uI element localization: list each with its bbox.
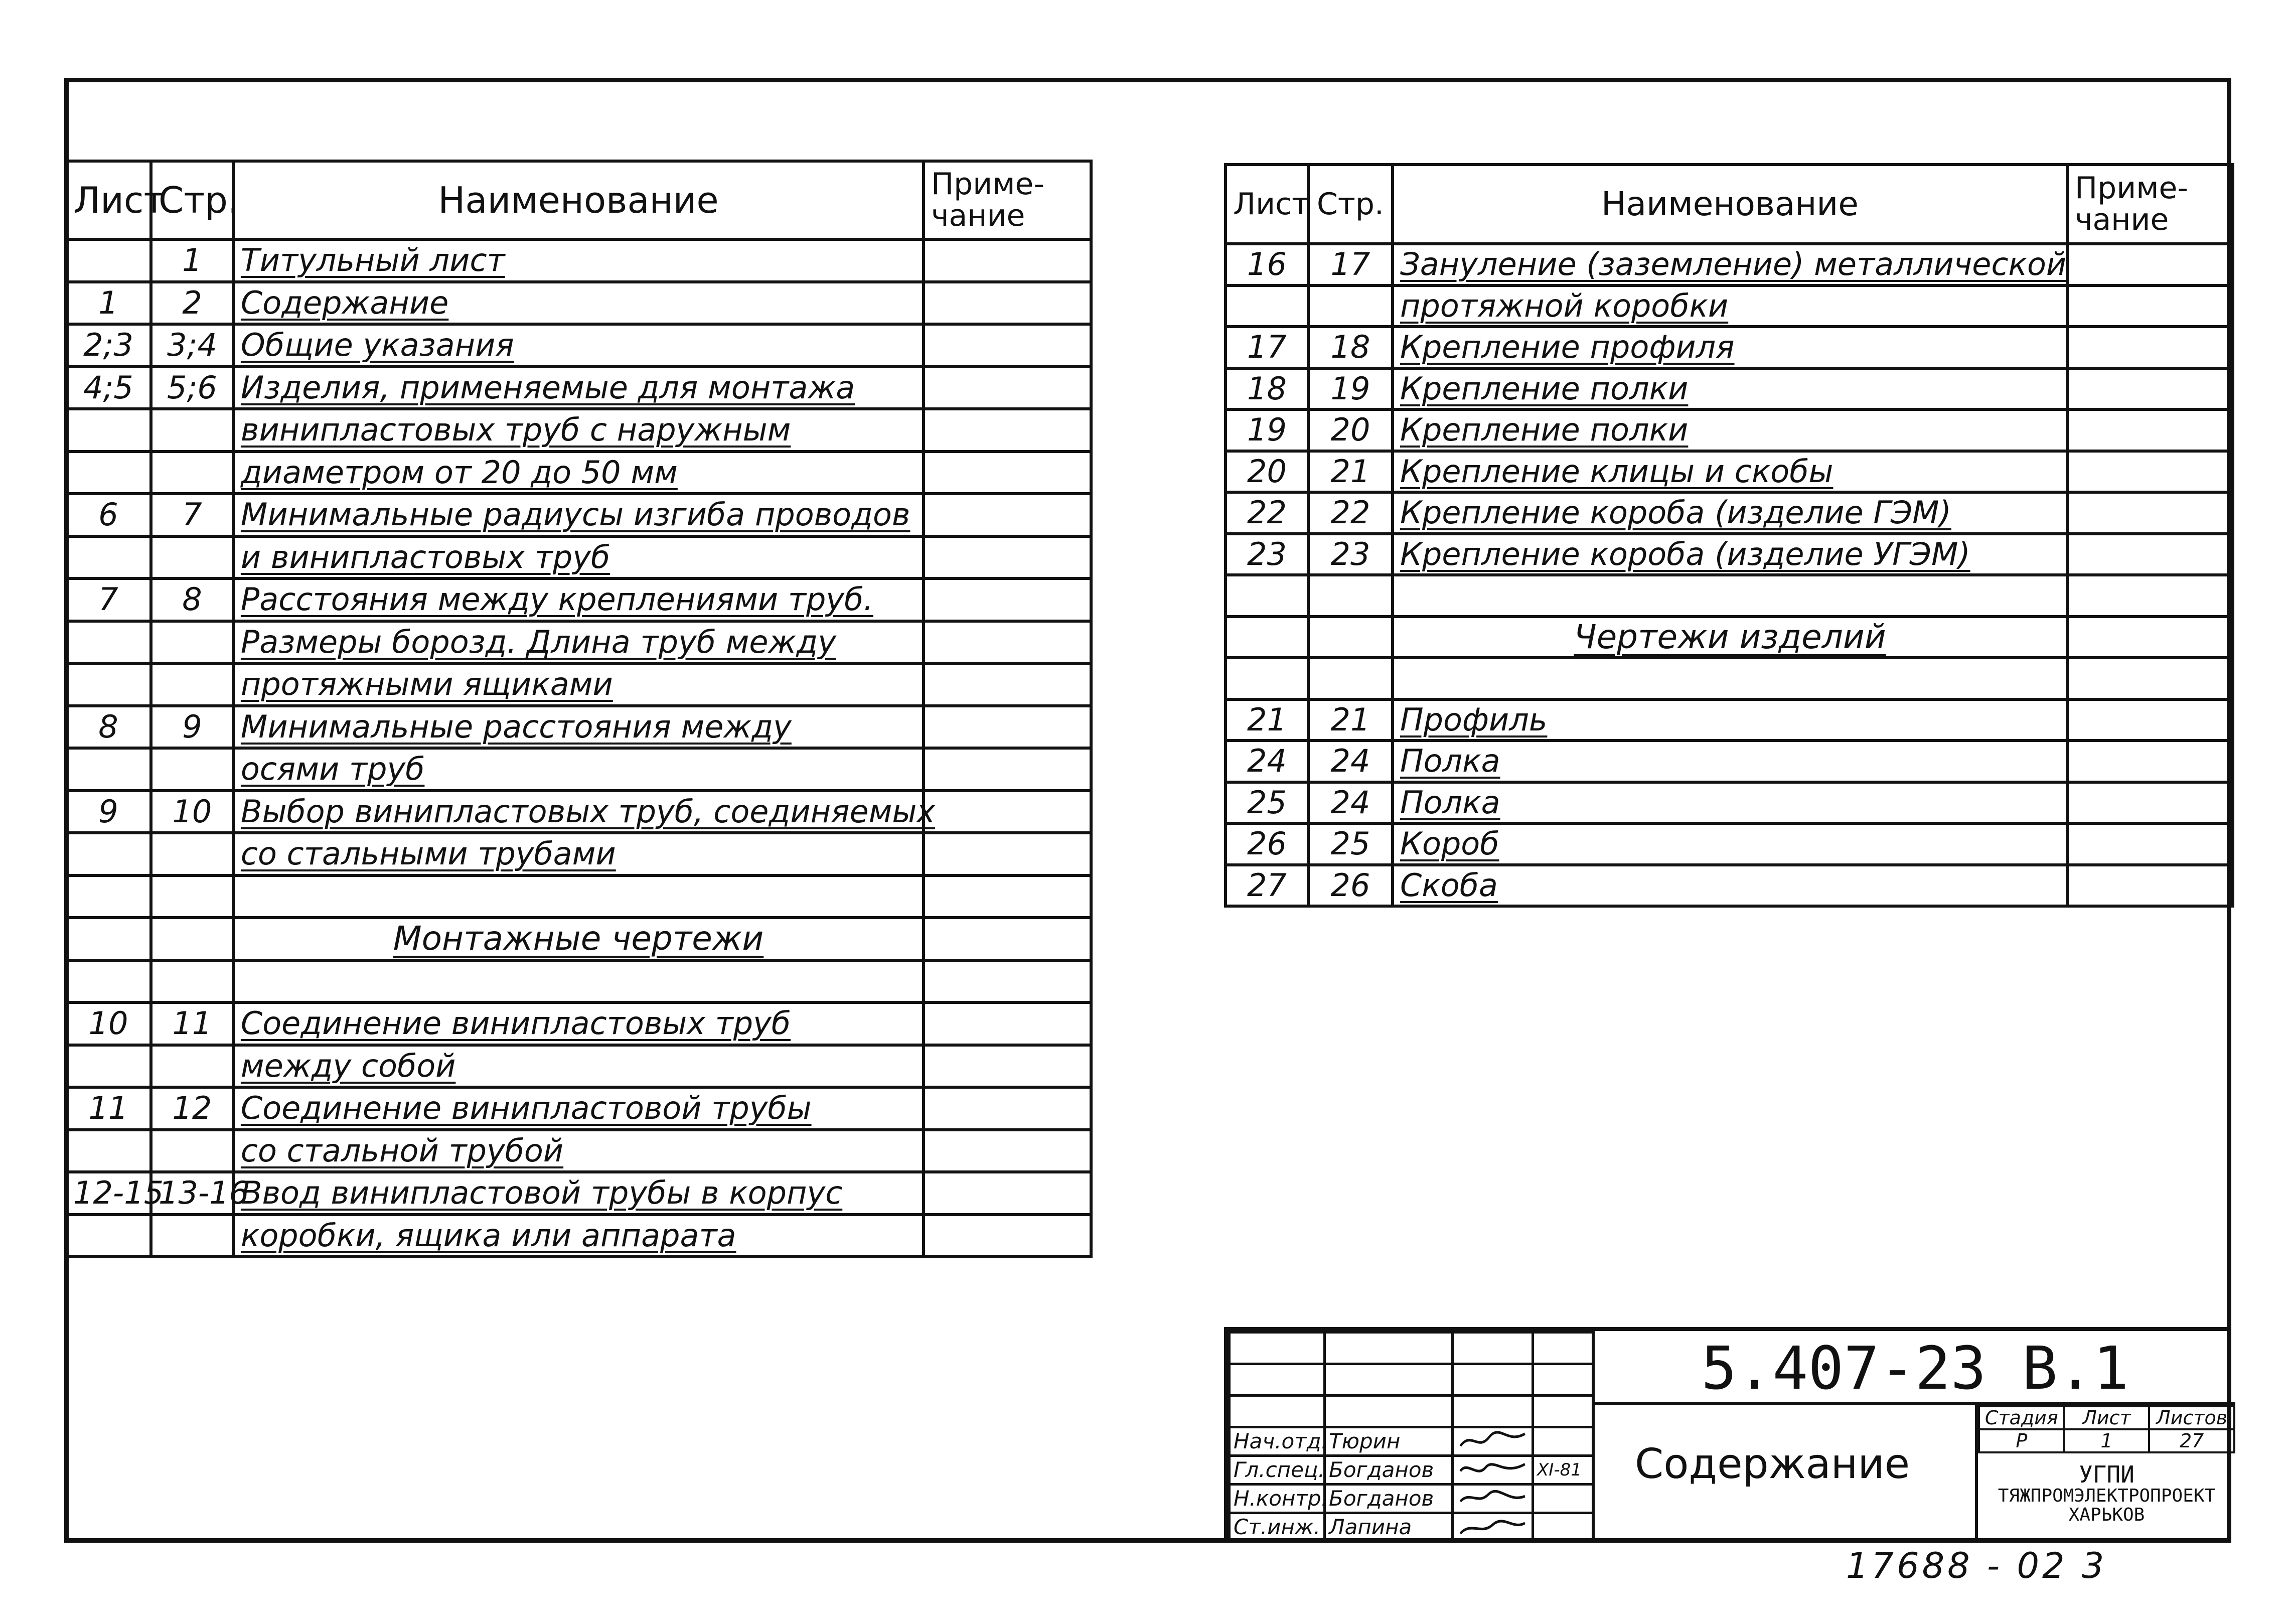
page-cell: 8 (151, 578, 233, 621)
sheet-cell: 6 (66, 494, 151, 536)
sheet-cell (66, 748, 151, 791)
item-name (1393, 658, 2067, 699)
item-name: Ввод винипластовой трубы в корпус (233, 1172, 924, 1215)
table-row (1226, 823, 2233, 865)
sheet-cell (66, 663, 151, 706)
page-cell (1308, 658, 1393, 699)
sheet-cell: 9 (66, 791, 151, 833)
item-name (1393, 575, 2067, 617)
item-name: Полка (1393, 741, 2067, 782)
sheet-cell (66, 409, 151, 452)
table-row (66, 452, 1091, 494)
table-header (66, 161, 1091, 239)
table-row (66, 536, 1091, 579)
sheet-cell: 23 (1226, 534, 1308, 575)
stage-block (1978, 1405, 2235, 1543)
page-cell: 21 (1308, 699, 1393, 741)
signature (1453, 1456, 1533, 1485)
table-row (1226, 327, 2233, 368)
note-cell (2067, 741, 2233, 782)
table-row (66, 1087, 1091, 1130)
note-cell (2067, 699, 2233, 741)
item-name: осями труб (233, 748, 924, 791)
person-name: Богданов (1325, 1485, 1453, 1513)
table-row (1226, 699, 2233, 741)
item-name: протяжными ящиками (233, 663, 924, 706)
page-cell: 21 (1308, 451, 1393, 493)
note-cell (924, 1045, 1091, 1088)
item-name: со стальными трубами (233, 833, 924, 875)
approval-row (1230, 1456, 1593, 1485)
item-name: Титульный лист (233, 239, 924, 282)
table-row (66, 1215, 1091, 1257)
item-name: коробки, ящика или аппарата (233, 1215, 924, 1257)
item-name: протяжной коробки (1393, 285, 2067, 327)
item-name: Минимальные расстояния между (233, 706, 924, 749)
sheet-cell: 24 (1226, 741, 1308, 782)
page-cell (151, 1130, 233, 1172)
table-row (1226, 368, 2233, 410)
page-cell (151, 875, 233, 918)
sheet-cell (66, 1045, 151, 1088)
archive-number: 17688 - 02 3 (1846, 1545, 2107, 1586)
sheet-cell: 17 (1226, 327, 1308, 368)
page-cell: 17 (1308, 244, 1393, 285)
table-row (66, 409, 1091, 452)
item-name: Крепление короба (изделие ГЭМ) (1393, 492, 2067, 534)
item-name (233, 875, 924, 918)
page-cell: 3;4 (151, 324, 233, 367)
page-cell: 26 (1308, 865, 1393, 907)
page-cell (151, 1045, 233, 1088)
sheet-cell: 22 (1226, 492, 1308, 534)
table-row (66, 748, 1091, 791)
document-code: 5.407-23 В.1 (1592, 1331, 2235, 1405)
page-cell (151, 748, 233, 791)
page-cell: 1 (151, 239, 233, 282)
page-cell (1308, 575, 1393, 617)
item-name: между собой (233, 1045, 924, 1088)
sheets-value: 27 (2149, 1429, 2234, 1452)
sheet-cell (66, 1215, 151, 1257)
note-cell (924, 324, 1091, 367)
table-row (66, 663, 1091, 706)
table-header (1226, 165, 2233, 244)
org-line-2: ТЯЖПРОМЭЛЕКТРОПРОЕКТ (1998, 1486, 2216, 1507)
role: Нач.отд. (1230, 1427, 1325, 1456)
approval-grid (1228, 1331, 1594, 1543)
table-row (66, 833, 1091, 875)
page-cell (151, 1215, 233, 1257)
sheet-cell: 2;3 (66, 324, 151, 367)
date: XI-81 (1533, 1456, 1593, 1485)
table-row (1226, 782, 2233, 824)
page-cell: 13-16 (151, 1172, 233, 1215)
table-row (1226, 534, 2233, 575)
note-cell (924, 918, 1091, 960)
signature (1453, 1485, 1533, 1513)
sheet-cell (66, 1130, 151, 1172)
sheet-cell: 8 (66, 706, 151, 749)
table-row (1226, 451, 2233, 493)
org-line-1: УГПИ (2079, 1461, 2134, 1488)
note-cell (924, 706, 1091, 749)
table-row (1226, 741, 2233, 782)
item-name: Размеры борозд. Длина труб между (233, 621, 924, 664)
note-cell (2067, 823, 2233, 865)
sheet-cell (1226, 575, 1308, 617)
note-cell (924, 1172, 1091, 1215)
section-heading: Монтажные чертежи (233, 918, 924, 960)
table-row (66, 1172, 1091, 1215)
sheet-cell (66, 536, 151, 579)
table-row (66, 367, 1091, 409)
sheet-cell (1226, 617, 1308, 658)
item-name: Выбор винипластовых труб, соединяемых (233, 791, 924, 833)
signature (1453, 1427, 1533, 1456)
item-name: Скоба (1393, 865, 2067, 907)
note-cell (924, 578, 1091, 621)
table-row (66, 324, 1091, 367)
contents-table-left (64, 160, 1093, 1258)
table-row (1226, 409, 2233, 451)
person-name: Тюрин (1325, 1427, 1453, 1456)
note-cell (924, 748, 1091, 791)
item-name: Крепление полки (1393, 368, 2067, 410)
item-name: со стальной трубой (233, 1130, 924, 1172)
note-cell (2067, 327, 2233, 368)
page-cell (151, 409, 233, 452)
table-row (66, 918, 1091, 960)
stage-value: Р (1979, 1429, 2064, 1452)
table-row (66, 494, 1091, 536)
page-cell (1308, 617, 1393, 658)
header-note: Приме- чание (924, 161, 1091, 239)
header-sheet: Лист (1226, 165, 1308, 244)
item-name: Расстояния между креплениями труб. (233, 578, 924, 621)
table-row (1226, 244, 2233, 285)
item-name: Профиль (1393, 699, 2067, 741)
sheet-cell (66, 833, 151, 875)
item-name: диаметром от 20 до 50 мм (233, 452, 924, 494)
item-name: Соединение винипластовых труб (233, 1002, 924, 1045)
approval-row (1230, 1485, 1593, 1513)
sheet-cell (1226, 658, 1308, 699)
sheet-cell: 11 (66, 1087, 151, 1130)
table-row (66, 875, 1091, 918)
org-line-3: ХАРЬКОВ (2068, 1505, 2145, 1526)
page-cell: 11 (151, 1002, 233, 1045)
item-name: и винипластовых труб (233, 536, 924, 579)
page-cell: 24 (1308, 782, 1393, 824)
sheet-value: 1 (2064, 1429, 2150, 1452)
sheet-cell (66, 918, 151, 960)
note-cell (2067, 368, 2233, 410)
table-row (66, 706, 1091, 749)
approval-row (1230, 1513, 1593, 1542)
sheet-cell (1226, 285, 1308, 327)
sheet-cell (66, 960, 151, 1003)
item-name: Соединение винипластовой трубы (233, 1087, 924, 1130)
sheet-cell: 16 (1226, 244, 1308, 285)
page-cell: 18 (1308, 327, 1393, 368)
page-cell: 12 (151, 1087, 233, 1130)
organization (1978, 1453, 2235, 1525)
page-cell: 7 (151, 494, 233, 536)
table-row (66, 621, 1091, 664)
item-name (233, 960, 924, 1003)
sheet-cell (66, 621, 151, 664)
page-cell: 9 (151, 706, 233, 749)
role: Н.контр. (1230, 1485, 1325, 1513)
sheet-cell: 25 (1226, 782, 1308, 824)
signature (1453, 1513, 1533, 1542)
item-name: винипластовых труб с наружным (233, 409, 924, 452)
note-cell (2067, 617, 2233, 658)
table-row (66, 791, 1091, 833)
page-cell (151, 960, 233, 1003)
table-row (1226, 658, 2233, 699)
note-cell (924, 452, 1091, 494)
item-name: Крепление клицы и скобы (1393, 451, 2067, 493)
note-cell (924, 833, 1091, 875)
note-cell (2067, 575, 2233, 617)
note-cell (2067, 285, 2233, 327)
table-row (1226, 492, 2233, 534)
page-cell: 25 (1308, 823, 1393, 865)
item-name: Крепление полки (1393, 409, 2067, 451)
table-row (66, 1002, 1091, 1045)
page-cell: 23 (1308, 534, 1393, 575)
page-cell: 2 (151, 282, 233, 325)
role: Ст.инж. (1230, 1513, 1325, 1542)
item-name: Короб (1393, 823, 2067, 865)
note-cell (2067, 658, 2233, 699)
section-heading: Чертежи изделий (1393, 617, 2067, 658)
title-block (1224, 1327, 2231, 1543)
page-cell (151, 833, 233, 875)
approval-row (1230, 1427, 1593, 1456)
header-name: Наименование (1393, 165, 2067, 244)
header-page: Стр. (151, 161, 233, 239)
note-cell (2067, 782, 2233, 824)
item-name: Крепление профиля (1393, 327, 2067, 368)
note-cell (924, 621, 1091, 664)
item-name: Крепление короба (изделие УГЭМ) (1393, 534, 2067, 575)
page-cell (151, 621, 233, 664)
item-name: Общие указания (233, 324, 924, 367)
note-cell (2067, 492, 2233, 534)
page-cell: 19 (1308, 368, 1393, 410)
sheet-cell: 18 (1226, 368, 1308, 410)
note-cell (924, 1087, 1091, 1130)
contents-table-right (1224, 163, 2234, 908)
note-cell (2067, 451, 2233, 493)
stage-label: Стадия (1979, 1406, 2064, 1429)
table-row (1226, 617, 2233, 658)
item-name: Полка (1393, 782, 2067, 824)
note-cell (2067, 534, 2233, 575)
sheet-cell: 20 (1226, 451, 1308, 493)
table-row (1226, 865, 2233, 907)
table-row (66, 960, 1091, 1003)
person-name: Лапина (1325, 1513, 1453, 1542)
header-note: Приме- чание (2067, 165, 2233, 244)
sheet-cell: 1 (66, 282, 151, 325)
item-name: Содержание (233, 282, 924, 325)
page-cell (151, 918, 233, 960)
note-cell (924, 1215, 1091, 1257)
page-cell: 20 (1308, 409, 1393, 451)
sheet-cell: 7 (66, 578, 151, 621)
sheet-cell: 27 (1226, 865, 1308, 907)
table-row (66, 1130, 1091, 1172)
note-cell (924, 536, 1091, 579)
note-cell (924, 791, 1091, 833)
note-cell (924, 494, 1091, 536)
page-cell (151, 536, 233, 579)
note-cell (924, 663, 1091, 706)
page-cell (151, 663, 233, 706)
sheet-cell (66, 452, 151, 494)
note-cell (924, 367, 1091, 409)
note-cell (924, 282, 1091, 325)
page-cell (1308, 285, 1393, 327)
note-cell (924, 960, 1091, 1003)
sheet-label: Лист (2064, 1406, 2150, 1429)
sheet-cell: 26 (1226, 823, 1308, 865)
document-title: Содержание (1592, 1405, 1978, 1543)
item-name: Минимальные радиусы изгиба проводов (233, 494, 924, 536)
note-cell (924, 239, 1091, 282)
table-row (66, 282, 1091, 325)
sheet-cell (66, 239, 151, 282)
note-cell (924, 1002, 1091, 1045)
page-cell: 24 (1308, 741, 1393, 782)
sheets-label: Листов (2149, 1406, 2234, 1429)
page-cell: 10 (151, 791, 233, 833)
sheet-cell: 12-15 (66, 1172, 151, 1215)
table-row (1226, 575, 2233, 617)
role: Гл.спец. (1230, 1456, 1325, 1485)
item-name: Изделия, применяемые для монтажа (233, 367, 924, 409)
table-row (66, 239, 1091, 282)
note-cell (924, 1130, 1091, 1172)
page-cell: 22 (1308, 492, 1393, 534)
table-row (66, 1045, 1091, 1088)
sheet-cell (66, 875, 151, 918)
person-name: Богданов (1325, 1456, 1453, 1485)
table-row (1226, 285, 2233, 327)
note-cell (2067, 244, 2233, 285)
item-name: Зануление (заземление) металлической (1393, 244, 2067, 285)
sheet-cell: 4;5 (66, 367, 151, 409)
sheet-cell: 21 (1226, 699, 1308, 741)
note-cell (2067, 409, 2233, 451)
note-cell (924, 875, 1091, 918)
page-cell: 5;6 (151, 367, 233, 409)
header-sheet: Лист (66, 161, 151, 239)
note-cell (2067, 865, 2233, 907)
header-name: Наименование (233, 161, 924, 239)
sheet-cell: 10 (66, 1002, 151, 1045)
sheet-cell: 19 (1226, 409, 1308, 451)
page-cell (151, 452, 233, 494)
header-page: Стр. (1308, 165, 1393, 244)
note-cell (924, 409, 1091, 452)
table-row (66, 578, 1091, 621)
